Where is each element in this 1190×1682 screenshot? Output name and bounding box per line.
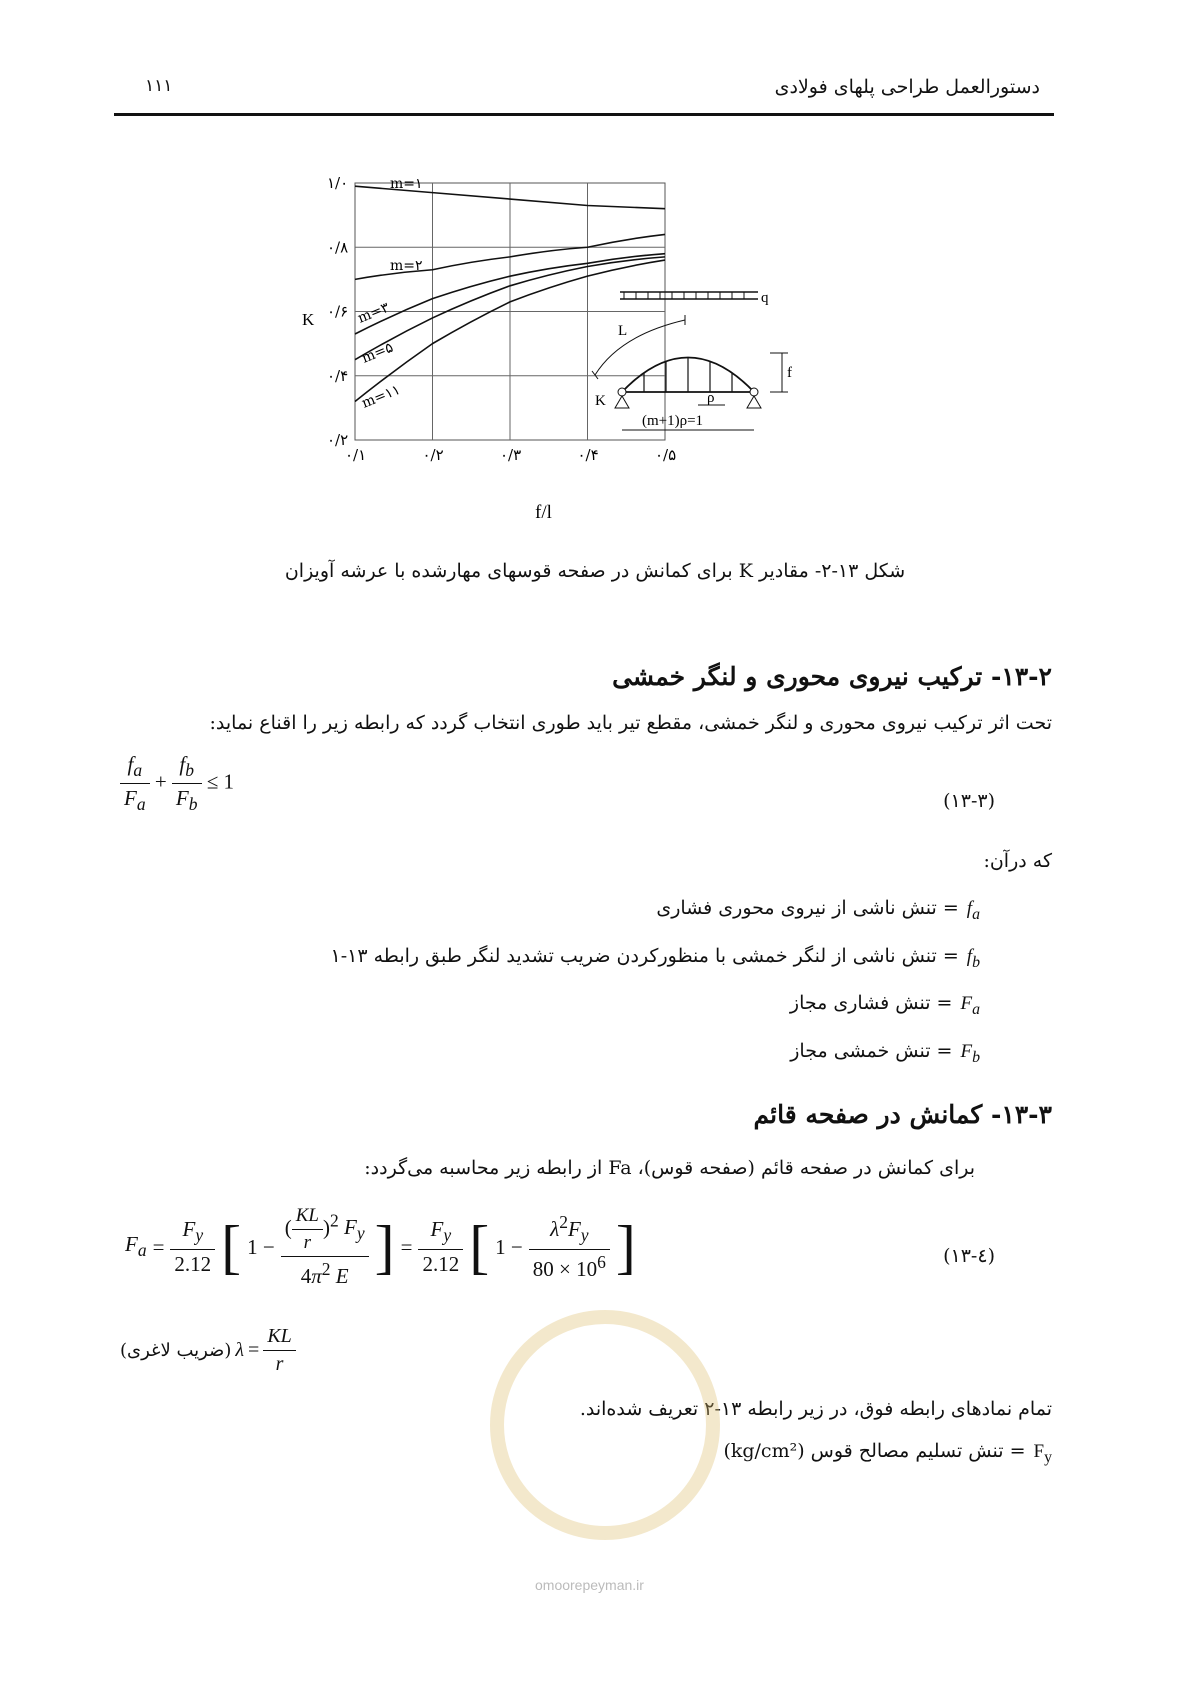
def-Fb [790,1040,980,1067]
panel-rho-label: ρ [707,390,715,406]
def-symbol: $f_a$ [966,898,980,923]
def-symbol: $F_a$ [960,993,980,1018]
def-symbol: $F_b$ [960,1041,980,1066]
section-heading-combined: ۱۳-۲- ترکیب نیروی محوری و لنگر خمشی [612,662,1052,691]
y-tick-label: ۰/۸ [327,238,349,257]
def-text: = تنش فشاری مجاز [789,992,953,1014]
series-label: m=۱۱ [359,381,403,412]
equation-number-3: (۱۳-۳) [943,790,995,812]
y-tick-label: ۱/۰ [327,174,349,192]
rise-f-label: f [787,365,792,381]
figure-caption: شکل ۱۳-۲- مقادیر K برای کمانش در صفحه قوسهای مهارشده با عرشه آویزان [284,560,906,582]
x-tick-label: ۰/۵ [655,446,677,464]
header-rule [114,113,1054,116]
def-text: = تنش تسلیم مصالح قوس (kg/cm²) [723,1440,1026,1462]
section-heading-vertical-buckling: ۱۳-۳- کمانش در صفحه قائم [753,1100,1052,1129]
series-label: m=۳ [355,299,392,327]
running-header-title: دستورالعمل طراحی پلهای فولادی [774,76,1040,98]
series-label: m=۲ [390,258,423,274]
section-2-intro: تحت اثر ترکیب نیروی محوری و لنگر خمشی، مقطع تیر باید طوری انتخاب گردد که رابطه زیر را اقناع نماید: [209,712,1052,734]
x-tick-label: ۰/۳ [500,446,522,464]
def-text: = تنش ناشی از لنگر خمشی با منظورکردن ضریب تشدید لنگر طبق رابطه ۱۳-۱ [330,945,959,967]
x-tick-label: ۰/۱ [345,446,367,464]
slenderness-equation: (ضریب لاغری) λ = $\frac{KL}{r}$ [120,1325,296,1376]
def-symbol: $F_y$ [1033,1441,1052,1466]
watermark-site: omoorepeyman.ir [535,1577,644,1593]
lambda-label: (ضریب لاغری) [120,1340,232,1361]
series-label: m=۵ [359,339,396,367]
watermark-seal [490,1310,720,1540]
allowable-stress-equation: $F_a$ = $\frac{F_y}{2.12}$ [ 1 − ( $\frac{KL}{r}$ )$^2$ $F_y$ $4\pi^2$ E ] = $\frac{F_y}{2.12}$ [ 1 − $\frac{\lambda^2F_y}{80 \times 10^6}$ ] [125,1205,636,1288]
y-axis-label: K [302,310,315,329]
chart-svg [302,174,870,545]
def-text: = تنش ناشی از نیروی محوری فشاری [656,897,959,919]
load-label: q [761,290,769,306]
def-Fa [790,992,980,1019]
def-fb [330,945,980,972]
y-tick-label: ۰/۴ [327,366,349,385]
series-label: m=۱ [390,176,423,192]
buckling-k-chart [302,174,870,545]
def-Fy [723,1440,1052,1467]
x-tick-label: ۰/۲ [422,446,444,464]
x-tick-label: ۰/۴ [577,446,599,464]
page-number: ۱۱۱ [145,76,173,96]
where-label: که درآن: [983,850,1052,872]
span-l-label: L [618,323,628,339]
span-equation-label: (m+1)ρ=1 [642,413,704,429]
section-3-intro: برای کمانش در صفحه قائم (صفحه قوس)، Fa از رابطه زیر محاسبه می‌گردد: [364,1157,975,1179]
x-axis-label: f/l [535,502,552,523]
equation-number-4: (۱۳-٤) [943,1245,995,1267]
support-k-label: K [595,393,606,409]
def-symbol: $f_b$ [966,946,980,971]
def-text: = تنش خمشی مجاز [790,1040,953,1062]
y-tick-label: ۰/۲ [327,431,349,449]
def-fa [656,897,980,924]
y-tick-label: ۰/۶ [327,302,349,321]
symbols-note: تمام نمادهای رابطه فوق، در زیر رابطه ۱۳-۲ تعریف شده‌اند. [579,1398,1052,1420]
interaction-equation: $\frac{f_a}{F_a}$ + $\frac{f_b}{F_b}$ ≤ 1 [120,752,234,815]
